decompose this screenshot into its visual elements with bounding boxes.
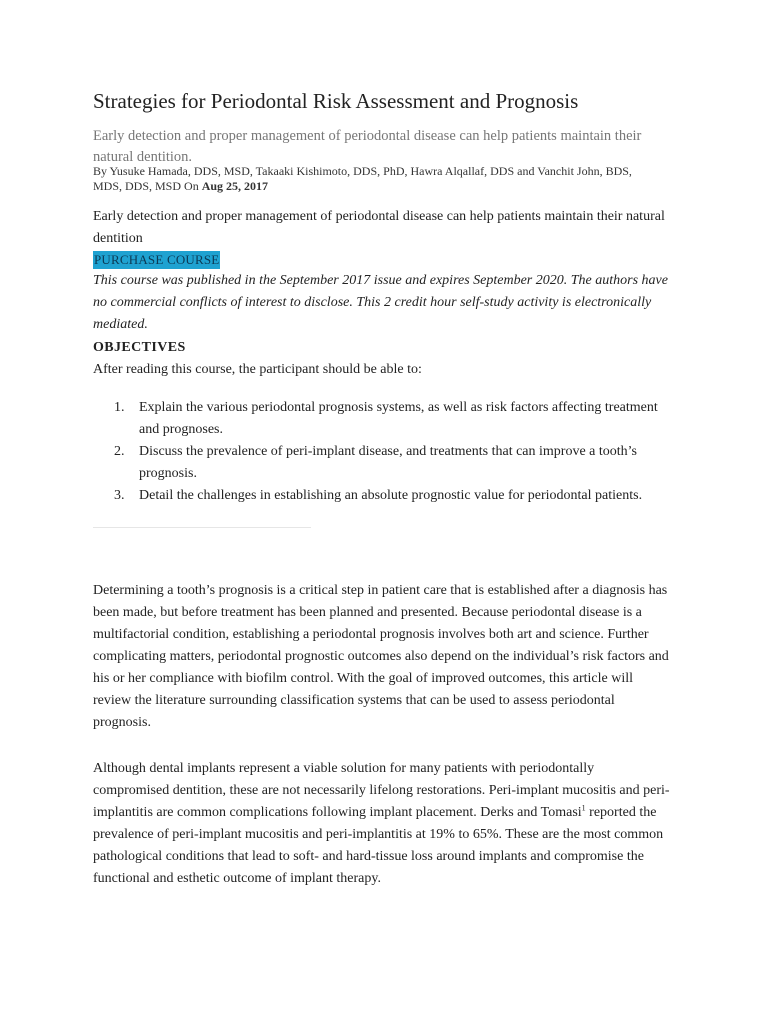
byline xyxy=(93,164,663,193)
list-item-text: Explain the various periodontal prognosis systems, as well as risk factors affecting treatment and prognoses. xyxy=(139,400,658,437)
course-note: This course was published in the September 2017 issue and expires September 2020. The authors have no commercial conflicts of interest to disclose. This 2 credit hour self-study activity is electronically mediated. xyxy=(93,273,668,332)
list-item xyxy=(93,485,678,507)
paragraph-2-text-start: Although dental implants represent a viable solution for many patients with periodontally compromised dentition, these are not necessarily lifelong restorations. Peri-implant mucositis and peri-implantitis are common complications following implant placement. Derks and Tomasi xyxy=(93,761,670,820)
objectives-list xyxy=(93,397,678,507)
list-item-number: 1. xyxy=(114,400,125,415)
intro-text: Early detection and proper management of periodontal disease can help patients maintain their natural dentition xyxy=(93,209,665,246)
list-item xyxy=(93,441,678,485)
body-paragraph-2 xyxy=(93,758,673,890)
list-item-number: 2. xyxy=(114,444,125,459)
paragraph-2-text-end: reported the prevalence of peri-implant mucositis and peri-implantitis at 19% to 65%. These are the most common pathological conditions that lead to soft- and hard-tissue loss around implants and compromise the functional and esthetic outcome of implant therapy. xyxy=(93,805,664,886)
article-subtitle: Early detection and proper management of periodontal disease can help patients maintain their natural dentition. xyxy=(93,128,642,165)
body-paragraph-1: Determining a tooth’s prognosis is a critical step in patient care that is established after a diagnosis has been made, but before treatment has been planned and presented. Because periodontal disease is a multifactorial condition, establishing a periodontal prognosis involves both art and science. Further complicating matters, periodontal prognostic outcomes also depend on the individual’s risk factors and his or her compliance with biofilm control. With the goal of improved outcomes, this article will review the literature surrounding classification systems that can be used to assess periodontal prognosis. xyxy=(93,583,669,730)
objectives-lead: After reading this course, the participant should be able to: xyxy=(93,362,422,377)
list-item-text: Discuss the prevalence of peri-implant disease, and treatments that can improve a tooth’s prognosis. xyxy=(139,444,638,481)
divider xyxy=(93,527,311,528)
purchase-course-link[interactable]: PURCHASE COURSE xyxy=(94,252,220,267)
list-item-text: Detail the challenges in establishing an absolute prognostic value for periodontal patients. xyxy=(139,488,643,503)
article-title: Strategies for Periodontal Risk Assessment and Prognosis xyxy=(93,89,579,113)
objectives-heading: OBJECTIVES xyxy=(93,340,186,355)
list-item-number: 3. xyxy=(114,488,125,503)
byline-authors: By Yusuke Hamada, DDS, MSD, Takaaki Kishimoto, DDS, PhD, Hawra Alqallaf, DDS and Vanchit John, BDS, MDS, DDS, MSD On xyxy=(93,164,632,193)
citation-reference[interactable]: 1 xyxy=(581,803,586,813)
byline-date: Aug 25, 2017 xyxy=(201,178,269,193)
list-item xyxy=(93,397,678,441)
